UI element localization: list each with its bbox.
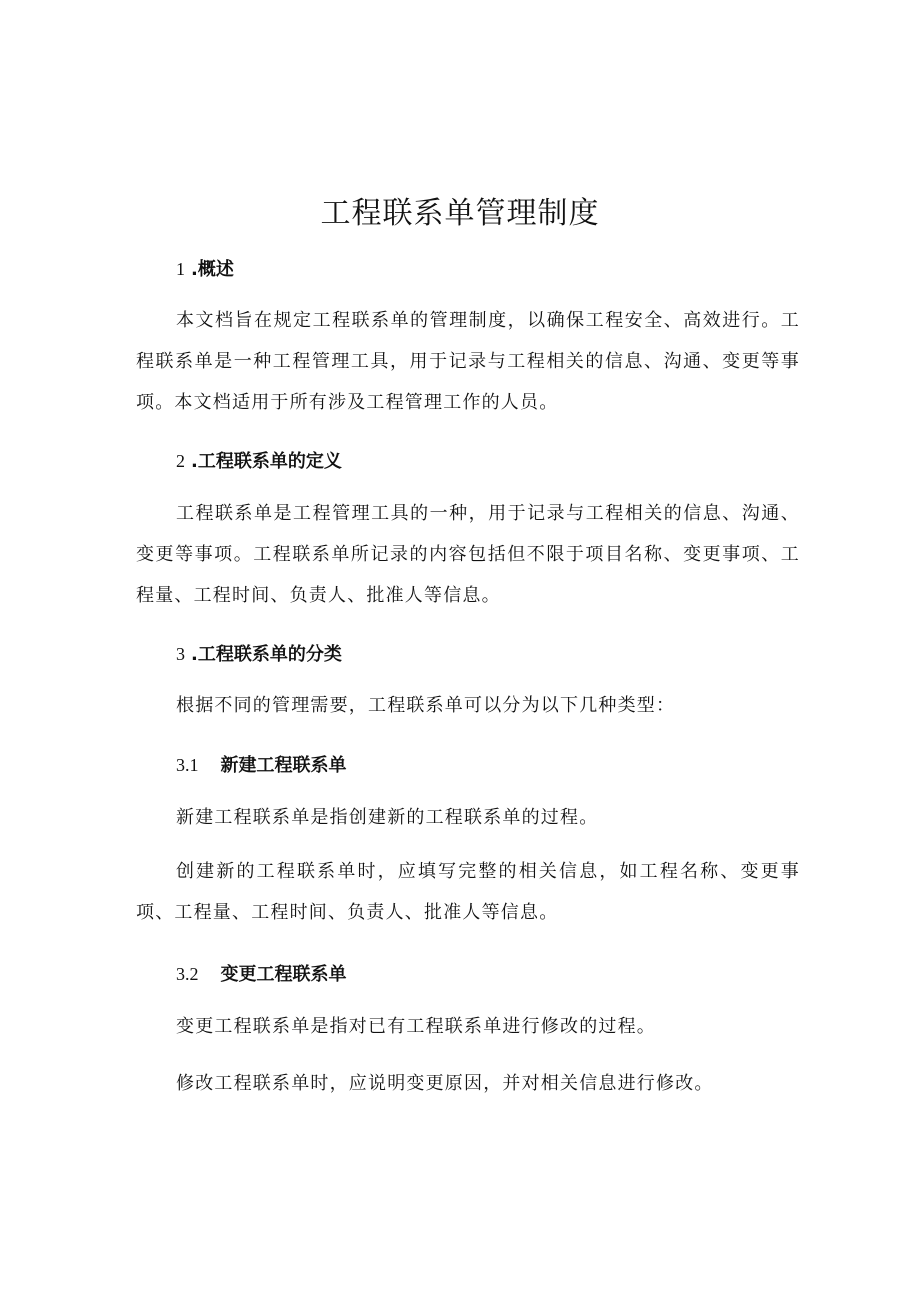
section-heading-3 [176, 641, 342, 668]
section-1-paragraph-1: 本文档旨在规定工程联系单的管理制度，以确保工程安全、高效进行。工程联系单是一种工程管理工具，用于记录与工程相关的信息、沟通、变更等事项。本文档适用于所有涉及工程管理工作的人员。 [136, 310, 800, 413]
section-number: 3.1 [176, 755, 199, 775]
section-title: 变更工程联系单 [220, 964, 347, 985]
section-title: 新建工程联系单 [220, 755, 347, 776]
section-number: 3.2 [176, 964, 199, 984]
section-3-1-paragraph-2: 创建新的工程联系单时，应填写完整的相关信息，如工程名称、变更事项、工程量、工程时间、负责人、批准人等信息。 [136, 861, 800, 923]
section-heading-1 [176, 256, 234, 283]
document-title: 工程联系单管理制度 [320, 196, 600, 231]
section-heading-3-1 [176, 752, 347, 779]
section-3-2-paragraph-2: 修改工程联系单时，应说明变更原因，并对相关信息进行修改。 [176, 1073, 714, 1094]
section-number: 2 [176, 451, 185, 471]
section-title: .工程联系单的分类 [191, 644, 342, 665]
section-3-2-paragraph-1: 变更工程联系单是指对已有工程联系单进行修改的过程。 [176, 1016, 656, 1037]
section-heading-3-2 [176, 961, 347, 988]
section-heading-2 [176, 448, 342, 475]
section-2-paragraph-1: 工程联系单是工程管理工具的一种，用于记录与工程相关的信息、沟通、变更等事项。工程联系单所记录的内容包括但不限于项目名称、变更事项、工程量、工程时间、负责人、批准人等信息。 [136, 503, 800, 606]
section-number: 3 [176, 644, 185, 664]
section-title: .工程联系单的定义 [191, 451, 342, 472]
section-3-1-paragraph-1: 新建工程联系单是指创建新的工程联系单的过程。 [176, 807, 599, 828]
section-title: .概述 [191, 259, 234, 280]
section-number: 1 [176, 259, 185, 279]
section-3-paragraph-1: 根据不同的管理需要，工程联系单可以分为以下几种类型： [176, 695, 676, 716]
